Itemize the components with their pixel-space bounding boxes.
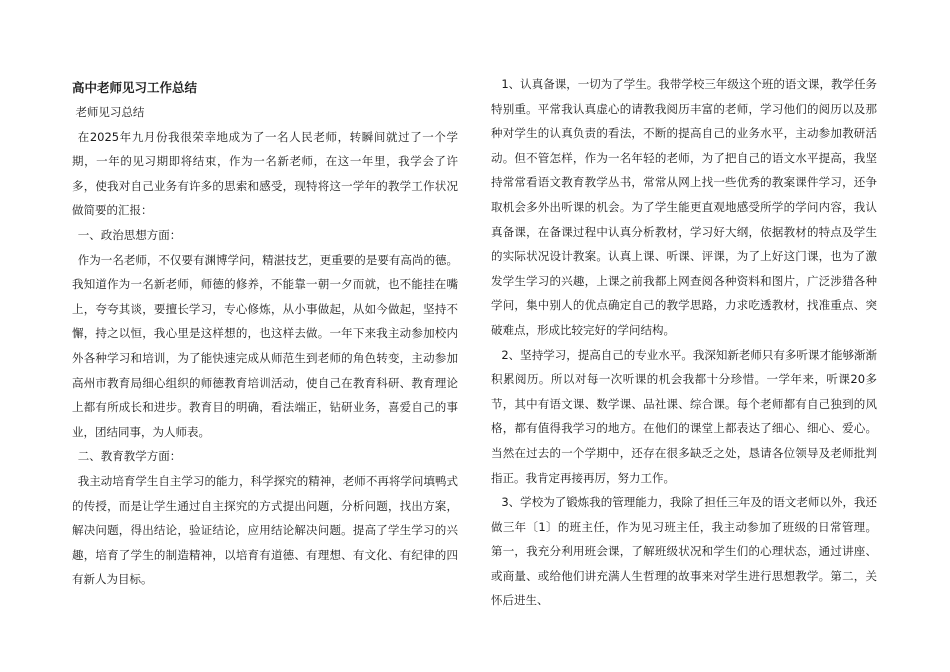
subtitle: 老师见习总结 <box>75 105 145 119</box>
political-paragraph: 作为一名老师，不仅要有渊博学问，精湛技艺，更重要的是要有高尚的德。我知道作为一名新老师，师德的修养，不能靠一朝一夕而就，也不能挂在嘴上，夸夸其谈，要擅长学习，专心修炼，从小事做起，从如今做起，坚持不懈，持之以恒，我心里是这样想的，也这样去做。一年下来我主动参加校内外各种学习和培训，为了能快速完成从师范生到老师的角色转变，主动参加高州市教育局细心组织的师德教育培训活动，使自己在教育科研、教育理论上都有所成长和进步。教育目的明确，看法端正，钻研业务，喜爱自己的事业，团结同事，为人师表。 <box>72 252 458 439</box>
document-title: 高中老师见习工作总结 <box>72 80 198 95</box>
left-column <box>72 76 458 592</box>
intro-paragraph: 在2025年九月份我很荣幸地成为了一名人民老师，转瞬间就过了一个学期，一年的见习期即将结束，作为一名新老师，在这一年里，我学会了许多，使我对自己业务有许多的思索和感受，现特将这一学年的教学工作状况做简要的汇报： <box>72 129 458 218</box>
item-2-paragraph: 2、坚持学习，提高自己的专业水平。我深知新老师只有多听课才能够渐渐积累阅历。所以对每一次听课的机会我都十分珍惜。一学年来，听课20多节，其中有语文课、数学课、品社课、综合课。每个老师都有自己独到的风格，都有值得我学习的地方。在他们的课堂上都表达了细心、细心、爱心。当然在过去的一个学期中，还存在很多缺乏之处，恳请各位领导及老师批判指正。我肯定再接再厉，努力工作。 <box>491 347 877 485</box>
section-heading-teaching: 二、教育教学方面： <box>77 449 182 464</box>
item-3-paragraph: 3、学校为了锻炼我的管理能力，我除了担任三年及的语文老师以外，我还做三年〔1〕的班主任，作为见习班主任，我主动参加了班级的日常管理。第一，我充分利用班会课，了解班级状况和学生们的心理状态，通过讲座、或商量、或给他们讲充满人生哲理的故事来对学生进行思想教学。第二，关怀后进生、 <box>491 495 877 608</box>
section-heading-political: 一、政治思想方面： <box>77 227 182 242</box>
teaching-paragraph: 我主动培育学生自主学习的能力，科学探究的精神，老师不再将学问填鸭式的传授，而是让学生通过自主探究的方式提出问题，分析问题，找出方案，解决问题，得出结论，验证结论，应用结论解决问题。提高了学生学习的兴趣，培育了学生的制造精神，以培育有道德、有理想、有文化、有纪律的四有新人为目标。 <box>72 473 458 587</box>
right-column <box>491 72 877 613</box>
item-1-paragraph: 1、认真备课，一切为了学生。我带学校三年级这个班的语文课，教学任务特别重。平常我认真虚心的请教我阅历丰富的老师，学习他们的阅历以及那种对学生的认真负责的看法，不断的提高自己的业务水平，主动参加教研活动。但不管怎样，作为一名年轻的老师，为了把自己的语文水平提高，我坚持常常看语文教育教学丛书，常常从网上找一些优秀的教案课件学习，还争取机会多外出听课的机会。为了学生能更直观地感受所学的学问内容，我认真备课，在备课过程中认真分析教材，学习好大纲，依据教材的特点及学生的实际状况设计教案。认真上课、听课、评课，为了上好这门课，也为了激发学生学习的兴趣，上课之前我都上网查阅各种资料和图片，广泛涉猎各种学问，集中别人的优点确定自己的教学思路，力求吃透教材，找准重点、突破难点，形成比较完好的学问结构。 <box>491 77 877 337</box>
